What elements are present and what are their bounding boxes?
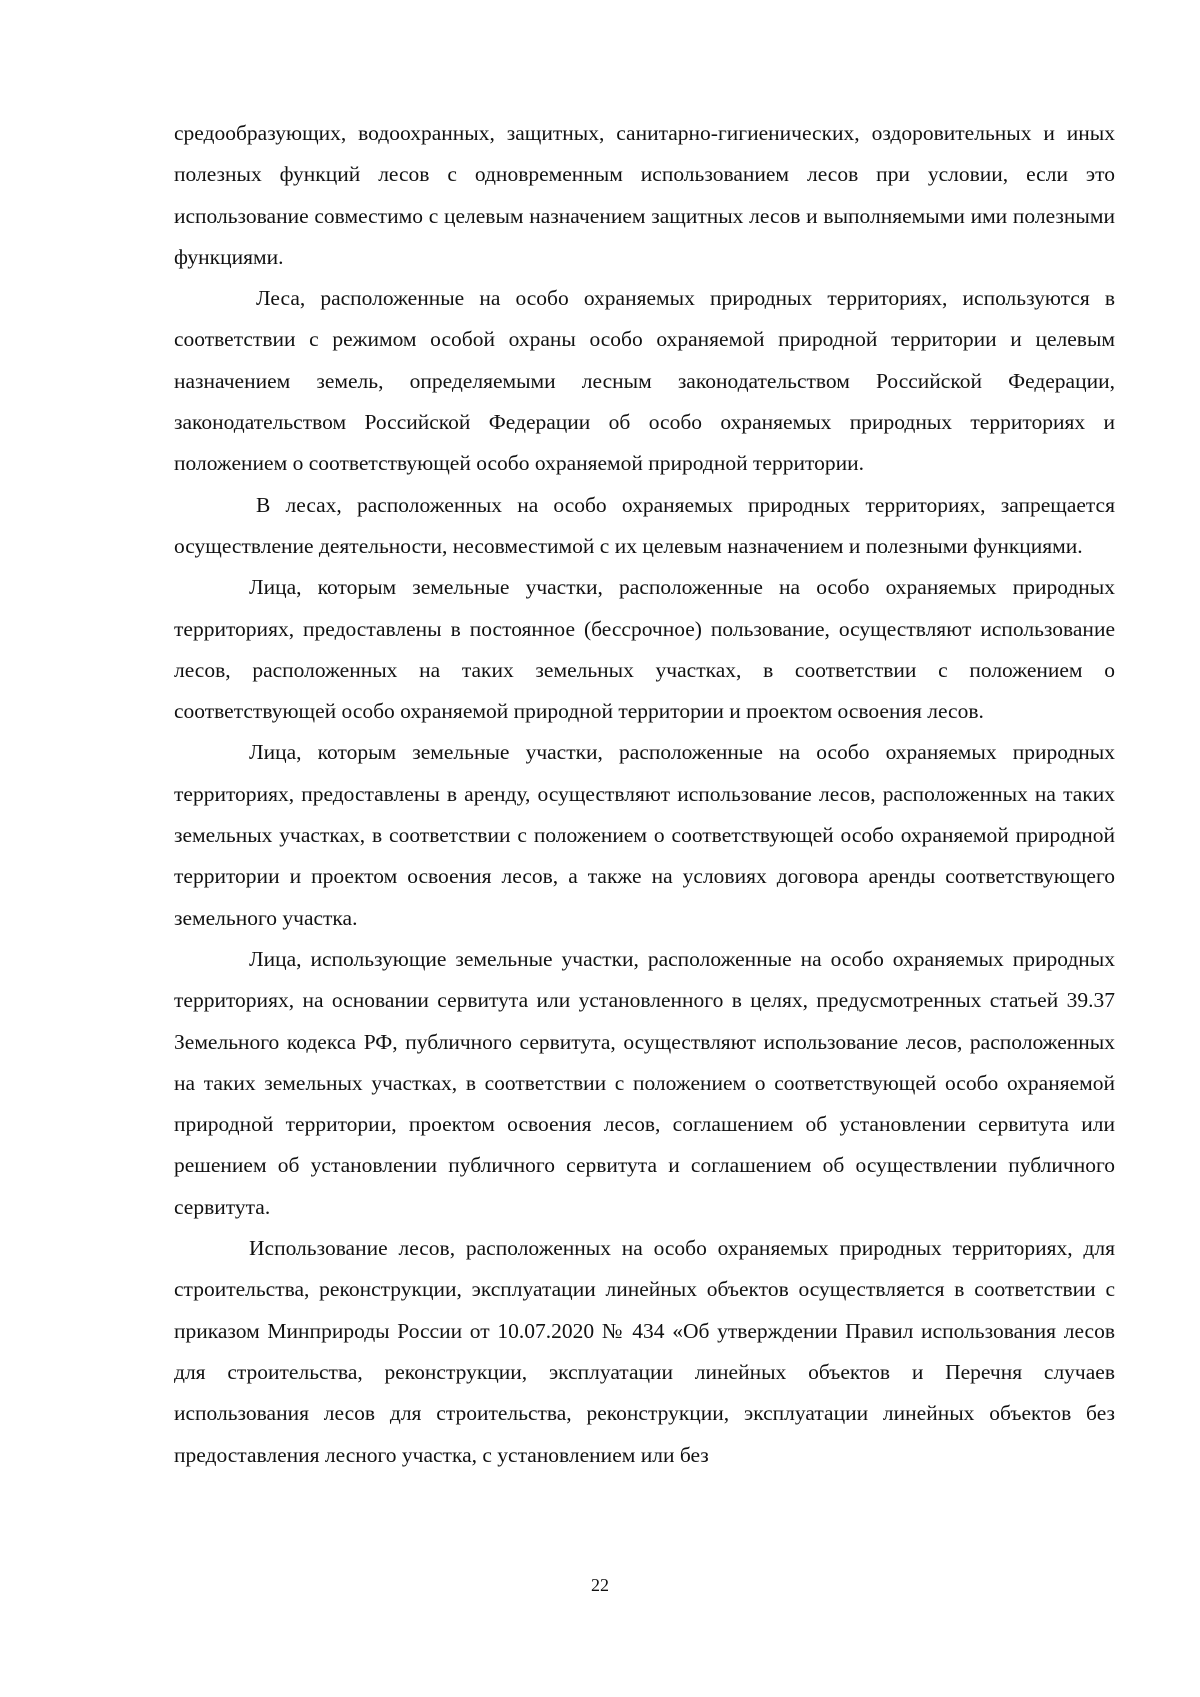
body-text: [174, 113, 1115, 1476]
paragraph-continuation: средообразующих, водоохранных, защитных, санитарно-гигиенических, оздоровительных и иных полезных функций лесов с одновременным использованием лесов при условии, если это использование совместимо с целевым назначением защитных лесов и выполняемыми ими полезными функциями.: [174, 121, 1115, 269]
page-number: 22: [591, 1575, 609, 1595]
paragraph-lease: Лица, которым земельные участки, расположенные на особо охраняемых природных территориях, предоставлены в аренду, осуществляют использование лесов, расположенных на таких земельных участках, в соответствии с положением о соответствующей особо охраняемой природной территории и проектом освоения лесов, а также на условиях договора аренды соответствующего земельного участка.: [174, 740, 1115, 930]
paragraph-protected-areas-use: Леса, расположенные на особо охраняемых природных территориях, используются в соответствии с режимом особой охраны особо охраняемой природной территории и целевым назначением земель, определяемыми лесным законодательством Российской Федерации, законодательством Российской Федерации об особо охраняемых природных территориях и положением о соответствующей особо охраняемой природной территории.: [174, 286, 1115, 476]
paragraph-servitude: Лица, использующие земельные участки, расположенные на особо охраняемых природных территориях, на основании сервитута или установленного в целях, предусмотренных статьей 39.37 Земельного кодекса РФ, публичного сервитута, осуществляют использование лесов, расположенных на таких земельных участках, в соответствии с положением о соответствующей особо охраняемой природной территории, проектом освоения лесов, соглашением об установлении сервитута или решением об установлении публичного сервитута и соглашением об осуществлении публичного сервитута.: [174, 946, 1115, 1219]
paragraph-prohibited-activities: В лесах, расположенных на особо охраняемых природных территориях, запрещается осуществление деятельности, несовместимой с их целевым назначением и полезными функциями.: [174, 492, 1115, 558]
paragraph-permanent-use: Лица, которым земельные участки, расположенные на особо охраняемых природных территориях, предоставлены в постоянное (бессрочное) пользование, осуществляют использование лесов, расположенных на таких земельных участках, в соответствии с положением о соответствующей особо охраняемой природной территории и проектом освоения лесов.: [174, 575, 1115, 724]
paragraph-linear-objects: Использование лесов, расположенных на особо охраняемых природных территориях, для строительства, реконструкции, эксплуатации линейных объектов осуществляется в соответствии с приказом Минприроды России от 10.07.2020 № 434 «Об утверждении Правил использования лесов для строительства, реконструкции, эксплуатации линейных объектов и Перечня случаев использования лесов для строительства, реконструкции, эксплуатации линейных объектов без предоставления лесного участка, с установлением или без: [174, 1236, 1115, 1467]
